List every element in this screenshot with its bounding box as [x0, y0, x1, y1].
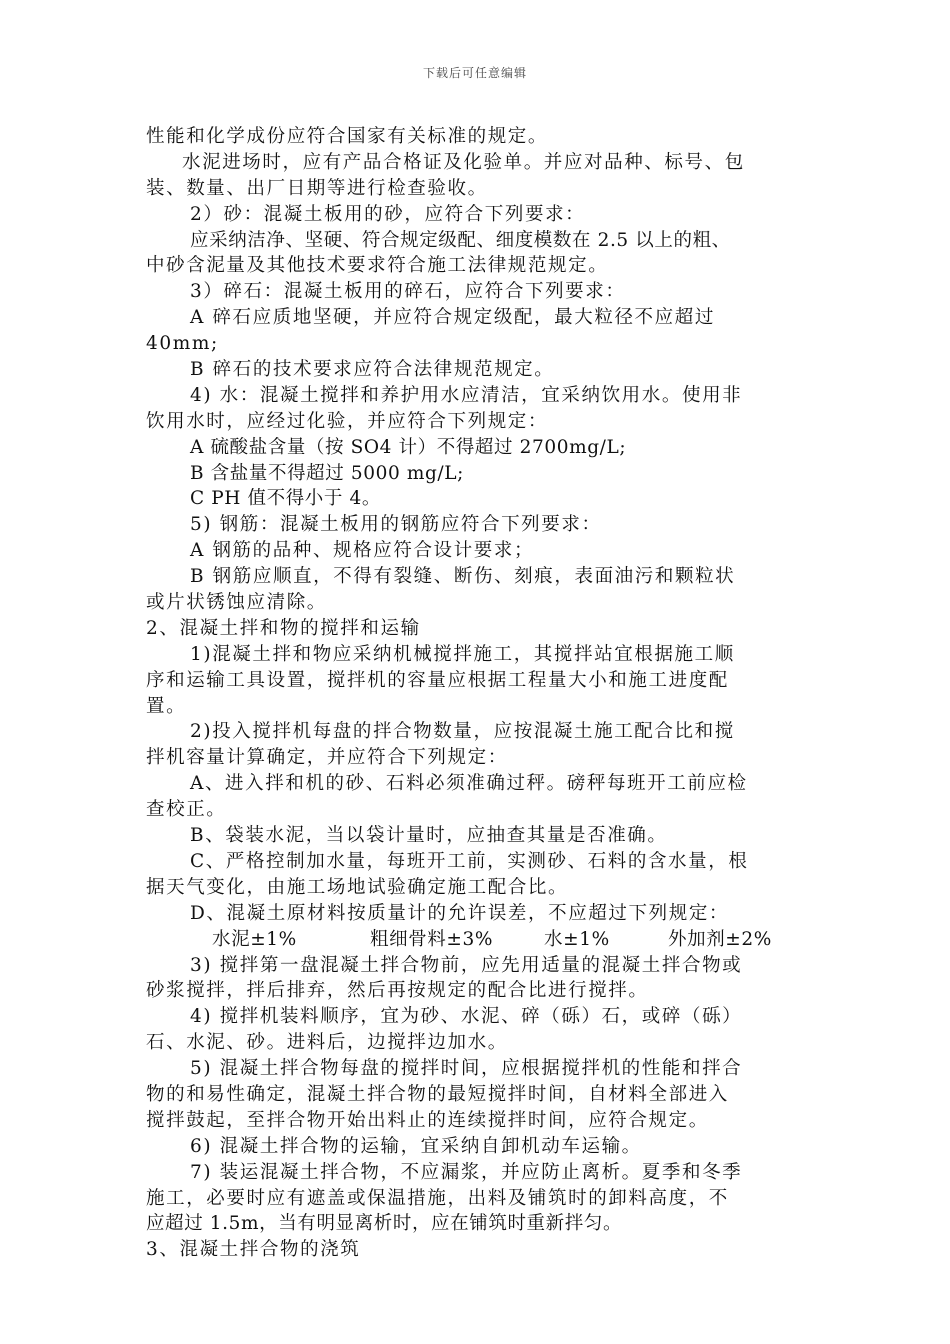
text-line: 砂浆搅拌，拌后排弃，然后再按规定的配合比进行搅拌。: [146, 980, 649, 1002]
text-line: 饮用水时，应经过化验，并应符合下列规定：: [146, 410, 549, 432]
text-line: 5) 混凝土拌合物每盘的搅拌时间，应根据搅拌机的性能和拌合: [190, 1058, 743, 1080]
text-line: B 含盐量不得超过 5000 mg/L;: [190, 462, 464, 484]
tolerance-row: [146, 927, 814, 953]
tolerance-admixture: 外加剂±2%: [668, 928, 772, 950]
text-line: 2）砂：混凝土板用的砂，应符合下列要求：: [190, 203, 586, 225]
text-line: 搅拌鼓起，至拌合物开始出料止的连续搅拌时间，应符合规定。: [146, 1109, 709, 1131]
text-line: 4) 水：混凝土搅拌和养护用水应清洁，宜采纳饮用水。使用非: [190, 384, 743, 406]
text-line: 置。: [146, 695, 187, 717]
text-line: 应采纳洁净、坚硬、符合规定级配、细度模数在 2.5 以上的粗、: [190, 229, 731, 251]
text-line: 1)混凝土拌和物应采纳机械搅拌施工，其搅拌站宜根据施工顺: [190, 643, 735, 665]
text-line: 查校正。: [146, 799, 227, 821]
text-line: 4) 搅拌机装料顺序，宜为砂、水泥、碎（砾）石，或碎（砾）: [190, 1006, 743, 1028]
text-line: 石、水泥、砂。进料后，边搅拌边加水。: [146, 1032, 508, 1054]
text-line: 据天气变化，由施工场地试验确定施工配合比。: [146, 876, 569, 898]
text-line: 40mm;: [146, 333, 219, 355]
tolerance-water: 水±1%: [544, 928, 610, 950]
text-line: B 钢筋应顺直，不得有裂缝、断伤、刻痕，表面油污和颗粒状: [190, 566, 736, 588]
text-line: 拌机容量计算确定，并应符合下列规定：: [146, 747, 508, 769]
text-line: 或片状锈蚀应清除。: [146, 592, 327, 614]
tolerance-cement: 水泥±1%: [212, 928, 297, 950]
text-line: 3) 搅拌第一盘混凝土拌合物前，应先用适量的混凝土拌合物或: [190, 954, 743, 976]
text-line: C、严格控制加水量，每班开工前，实测砂、石料的含水量，根: [190, 850, 749, 872]
text-line: 水泥进场时，应有产品合格证及化验单。并应对品种、标号、包: [182, 151, 745, 173]
text-line: B 碎石的技术要求应符合法律规范规定。: [190, 359, 555, 381]
section-heading: 2、混凝土拌和物的搅拌和运输: [146, 617, 421, 639]
text-line: 2)投入搅拌机每盘的拌合物数量，应按混凝土施工配合比和搅: [190, 721, 735, 743]
tolerance-aggregate: 粗细骨料±3%: [370, 928, 494, 950]
text-line: D、混凝土原材料按质量计的允许误差，不应超过下列规定：: [190, 902, 730, 924]
page-header: 下载后可任意编辑: [422, 66, 527, 80]
text-line: 序和运输工具设置，搅拌机的容量应根据工程量大小和施工进度配: [146, 669, 729, 691]
text-line: A 碎石应质地坚硬，并应符合规定级配，最大粒径不应超过: [190, 307, 715, 329]
text-line: 中砂含泥量及其他技术要求符合施工法律规范规定。: [146, 255, 609, 277]
text-line: A、进入拌和机的砂、石料必须准确过秤。磅秤每班开工前应检: [190, 773, 748, 795]
text-line: A 硫酸盐含量（按 SO4 计）不得超过 2700mg/L;: [190, 436, 627, 458]
text-line: 5) 钢筋：混凝土板用的钢筋应符合下列要求：: [190, 514, 602, 536]
text-line: C PH 值不得小于 4。: [190, 488, 381, 510]
text-line: 7) 装运混凝土拌合物，不应漏浆，并应防止离析。夏季和冬季: [190, 1161, 743, 1183]
text-line: 物的和易性确定，混凝土拌合物的最短搅拌时间，自材料全部进入: [146, 1083, 729, 1105]
text-line: A 钢筋的品种、规格应符合设计要求；: [190, 540, 535, 562]
text-line: 施工，必要时应有遮盖或保温措施，出料及铺筑时的卸料高度，不: [146, 1187, 729, 1209]
text-line: 6) 混凝土拌合物的运输，宜采纳自卸机动车运输。: [190, 1135, 642, 1157]
text-line: 应超过 1.5m，当有明显离析时，应在铺筑时重新拌匀。: [146, 1213, 623, 1235]
document-body: [146, 124, 814, 1263]
text-line: 装、数量、出厂日期等进行检查验收。: [146, 177, 488, 199]
text-line: 性能和化学成份应符合国家有关标准的规定。: [146, 126, 549, 147]
text-line: B、袋装水泥，当以袋计量时，应抽查其量是否准确。: [190, 825, 668, 847]
section-heading: 3、混凝土拌合物的浇筑: [146, 1239, 361, 1261]
text-line: 3）碎石：混凝土板用的碎石，应符合下列要求：: [190, 281, 626, 303]
